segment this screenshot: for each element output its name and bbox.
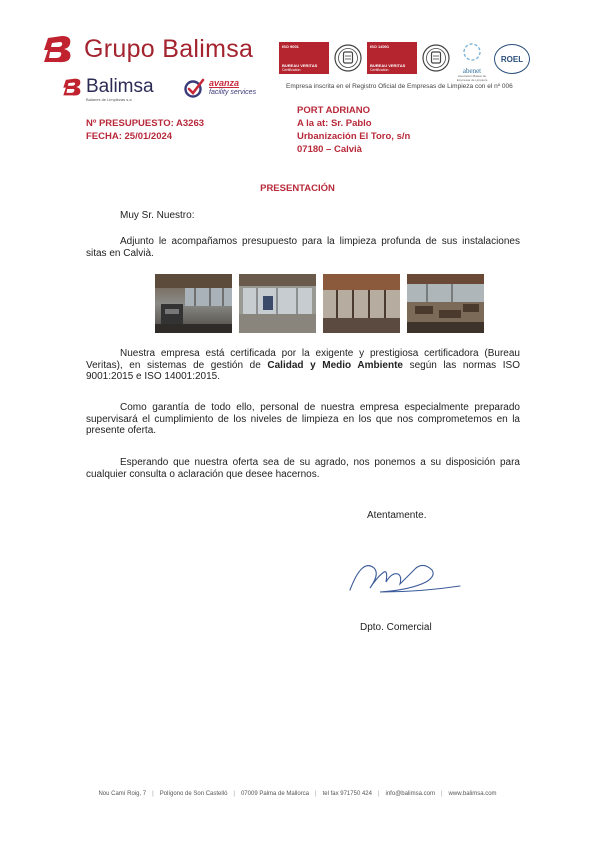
facility-photo-3 xyxy=(323,274,400,333)
quality-environment-highlight: Calidad y Medio Ambiente xyxy=(267,359,403,371)
client-attention: A la at: Sr. Pablo xyxy=(297,118,372,129)
section-title: PRESENTACIÓN xyxy=(260,183,335,194)
department-signature: Dpto. Comercial xyxy=(360,622,432,633)
footer-area: Polígono de Son Castelló xyxy=(159,791,228,797)
balimsa-b-logo-icon xyxy=(42,34,76,64)
client-address xyxy=(297,104,410,156)
avanza-swirl-icon xyxy=(183,78,205,98)
balimsa-logo xyxy=(62,76,154,102)
cert-body-label: BUREAU VERITAS xyxy=(370,63,406,68)
regards: Atentamente. xyxy=(367,510,427,521)
facility-photo-4 xyxy=(407,274,484,333)
abenet-logo xyxy=(456,42,488,82)
client-city: 07180 – Calvià xyxy=(297,144,362,155)
iso-14001-certificate xyxy=(367,42,455,74)
paragraph-certification: Nuestra empresa está certificada por la exigente y prestigiosa certificadora (Bureau Veritas), en sistemas de gestión de Calidad y Medio Ambiente según las normas ISO 9001:2015 e ISO 14001:2015. xyxy=(86,348,520,382)
budget-date: FECHA: 25/01/2024 xyxy=(86,131,173,142)
footer-address: Nou Camí Roig, 7 xyxy=(98,791,147,797)
bureau-veritas-seal-icon xyxy=(333,43,363,73)
brand-subtitle: Balanes de Limpiezas s.a xyxy=(86,97,132,102)
abenet-ring-icon xyxy=(462,42,482,62)
handwritten-signature xyxy=(340,548,465,600)
footer: Nou Camí Roig, 7 | Polígono de Son Castelló | 07009 Palma de Mallorca | tel fax 971750 424 | info@balimsa.com | www.balimsa.com xyxy=(98,791,497,797)
facility-photo-1 xyxy=(155,274,232,333)
iso-9001-certificate xyxy=(279,42,367,74)
paragraph-guarantee: Como garantía de todo ello, personal de nuestra empresa especialmente preparado supervisará el cumplimiento de los niveles de limpieza en los que nos comprometemos en la presente oferta. xyxy=(86,402,520,436)
cert-type-label: Certification xyxy=(370,68,389,72)
bureau-veritas-seal-icon xyxy=(421,43,451,73)
paragraph-closing: Esperando que nuestra oferta sea de su agrado, nos ponemos a su disposición para cualquier consulta o aclaración que desee hacernos. xyxy=(86,457,520,480)
budget-number: Nº PRESUPUESTO: A3263 xyxy=(86,118,205,129)
paragraph-intro: Adjunto le acompañamos presupuesto para la limpieza profunda de sus instalaciones sitas en Calvià. xyxy=(86,236,520,259)
footer-phone: tel fax 971750 424 xyxy=(322,791,372,797)
footer-email[interactable]: info@balimsa.com xyxy=(385,791,435,797)
roel-logo: ROEL xyxy=(494,44,530,74)
cert-body-label: BUREAU VERITAS xyxy=(282,63,318,68)
group-brand-name: Grupo Balimsa xyxy=(84,34,254,63)
avanza-logo xyxy=(183,78,256,98)
footer-city: 07009 Palma de Mallorca xyxy=(240,791,310,797)
cert-iso-label: ISO 14001 xyxy=(370,44,390,49)
cert-iso-label: ISO 9001 xyxy=(282,44,299,49)
salutation: Muy Sr. Nuestro: xyxy=(120,210,195,221)
registry-note: Empresa inscrita en el Registro Oficial de Empresas de Limpieza con el nº 006 xyxy=(286,83,513,90)
client-street: Urbanización El Toro, s/n xyxy=(297,131,411,142)
footer-website[interactable]: www.balimsa.com xyxy=(448,791,497,797)
brand-name: Balimsa xyxy=(86,76,154,97)
partner-subtitle: facility services xyxy=(209,89,257,96)
facility-photo-2 xyxy=(239,274,316,333)
grupo-balimsa-logo xyxy=(42,34,253,64)
budget-info xyxy=(86,117,204,143)
balimsa-b-small-icon xyxy=(62,77,84,97)
abenet-name: abenet xyxy=(462,67,482,75)
cert-type-label: Certification xyxy=(282,68,301,72)
client-name: PORT ADRIANO xyxy=(297,105,371,116)
abenet-subtitle: Asociación Balear de Empresas de Limpieza xyxy=(456,74,488,82)
partner-name: avanza xyxy=(209,78,240,88)
